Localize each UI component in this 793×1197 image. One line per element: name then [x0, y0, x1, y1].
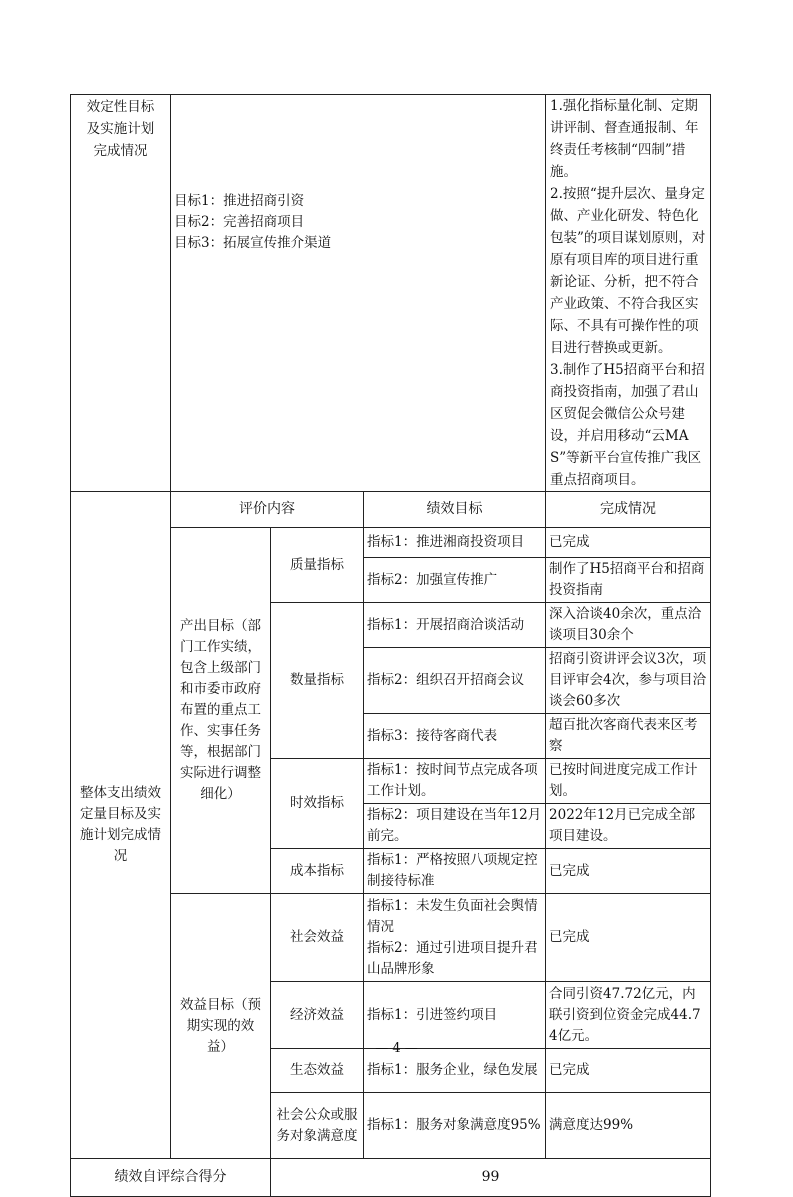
- quantity-status-3: 超百批次客商代表来区考察: [546, 714, 711, 759]
- timeliness-target-2: 指标2：项目建设在当年12月前完。: [364, 804, 546, 849]
- quantity-status-2: 招商引资讲评会议3次，项目评审会4次，参与项目洽谈会60多次: [546, 648, 711, 714]
- social-target-1: 指标1：未发生负面社会舆情情况: [367, 897, 538, 935]
- ecological-status: 已完成: [546, 1049, 711, 1093]
- benefit-goal-label: 效益目标（预期实现的效益）: [171, 894, 271, 1159]
- score-value: 99: [271, 1159, 711, 1197]
- header-content: 评价内容: [171, 492, 364, 528]
- quality-status-1: 已完成: [546, 528, 711, 558]
- qualitative-goals: [171, 95, 546, 492]
- social-indicator-label: 社会效益: [271, 894, 364, 982]
- goal-1: 目标1：推进招商引资: [174, 193, 305, 209]
- score-row: [71, 1159, 711, 1197]
- cost-indicator-label: 成本指标: [271, 849, 364, 894]
- timeliness-status-2: 2022年12月已完成全部项目建设。: [546, 804, 711, 849]
- ecological-indicator-label: 生态效益: [271, 1049, 364, 1093]
- header-target: 绩效目标: [364, 492, 546, 528]
- economic-target: 指标1：引进签约项目: [364, 982, 546, 1049]
- quantity-target-2: 指标2：组织召开招商会议: [364, 648, 546, 714]
- quality-status-2: 制作了H5招商平台和招商投资指南: [546, 558, 711, 603]
- score-label: 绩效自评综合得分: [71, 1159, 271, 1197]
- measure-3: 3.制作了H5招商平台和招商投资指南，加强了君山区贸促会微信公众号建设，并启用移动“云MAS”等新平台宣传推广我区重点招商项目。: [550, 362, 705, 488]
- ecological-target: 指标1：服务企业，绿色发展: [364, 1049, 546, 1093]
- goal-3: 目标3：拓展宣传推介渠道: [174, 235, 332, 251]
- timeliness-indicator-label: 时效指标: [271, 759, 364, 849]
- quantity-status-1: 深入洽谈40余次，重点洽谈项目30余个: [546, 603, 711, 648]
- social-targets: [364, 894, 546, 982]
- economic-status: 合同引资47.72亿元，内联引资到位资金完成44.74亿元。: [546, 982, 711, 1049]
- satisfaction-target: 指标1：服务对象满意度95%: [364, 1093, 546, 1159]
- measure-2: 2.按照“提升层次、量身定做、产业化研发、特色化包装”的项目谋划原则，对原有项目库的项目进行重新论证、分析，把不符合产业政策、不符合我区实际、不具有可操作性的项目进行替换或更新。: [550, 186, 706, 356]
- quality-indicator-label: 质量指标: [271, 528, 364, 603]
- economic-indicator-label: 经济效益: [271, 982, 364, 1049]
- quality-target-1: 指标1：推进湘商投资项目: [364, 528, 546, 558]
- timeliness-status-1: 已按时间进度完成工作计划。: [546, 759, 711, 804]
- satisfaction-indicator-label: 社会公众或服务对象满意度: [271, 1093, 364, 1159]
- qualitative-row: [71, 95, 711, 492]
- performance-table: [70, 94, 711, 1197]
- cost-target-1: 指标1：严格按照八项规定控制接待标准: [364, 849, 546, 894]
- quantity-target-1: 指标1：开展招商洽谈活动: [364, 603, 546, 648]
- quantity-indicator-label: 数量指标: [271, 603, 364, 759]
- header-status: 完成情况: [546, 492, 711, 528]
- cost-status-1: 已完成: [546, 849, 711, 894]
- page-number: — 4 —: [375, 1041, 418, 1056]
- quantity-target-3: 指标3：接待客商代表: [364, 714, 546, 759]
- timeliness-target-1: 指标1：按时间节点完成各项工作计划。: [364, 759, 546, 804]
- qualitative-label: 效定性目标 及实施计划 完成情况: [71, 95, 171, 492]
- quality-target-2: 指标2：加强宣传推广: [364, 558, 546, 603]
- measure-1: 1.强化指标量化制、定期讲评制、督查通报制、年终责任考核制“四制”措施。: [550, 98, 699, 180]
- social-target-2: 指标2：通过引进项目提升君山品牌形象: [367, 939, 538, 977]
- header-row: [71, 492, 711, 528]
- satisfaction-status: 满意度达99%: [546, 1093, 711, 1159]
- output-goal-label: 产出目标（部门工作实绩，包含上级部门和市委市政府布置的重点工作、实事任务等，根据部门实际进行调整细化）: [171, 528, 271, 894]
- social-status: 已完成: [546, 894, 711, 982]
- qualitative-measures: [546, 95, 711, 492]
- goal-2: 目标2：完善招商项目: [174, 214, 305, 230]
- overall-label: 整体支出绩效定量目标及实施计划完成情况: [71, 492, 171, 1159]
